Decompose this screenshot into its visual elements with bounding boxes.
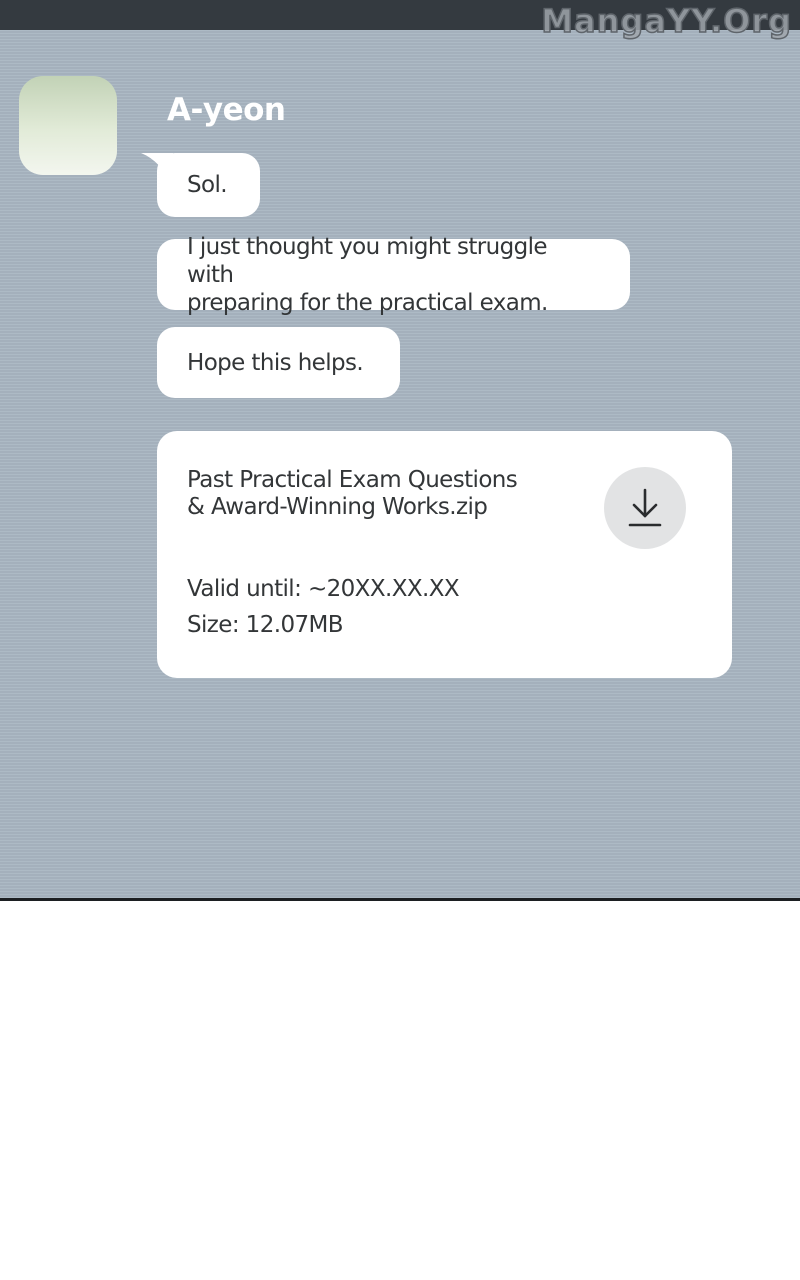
file-valid-until: Valid until: ~20XX.XX.XX [187,576,460,602]
message-text: Hope this helps. [187,349,364,376]
screen-bottom-border [0,898,800,901]
sender-name: A-yeon [167,92,286,128]
message-bubble[interactable] [157,327,400,398]
file-name-line: & Award-Winning Works.zip [187,494,488,520]
message-text: preparing for the practical exam. [187,289,548,316]
watermark: MangaYY.Org [541,2,792,40]
file-name [187,467,577,521]
file-name-line: Past Practical Exam Questions [187,467,518,493]
avatar[interactable] [19,76,117,175]
message-bubble[interactable] [157,233,630,316]
message-text: Sol. [187,172,227,198]
download-arrow-icon [627,488,663,528]
message-text: I just thought you might struggle with [187,233,547,288]
message-bubble[interactable] [157,153,260,217]
file-size: Size: 12.07MB [187,612,343,638]
download-button[interactable] [604,467,686,549]
file-attachment-card[interactable] [157,431,732,678]
